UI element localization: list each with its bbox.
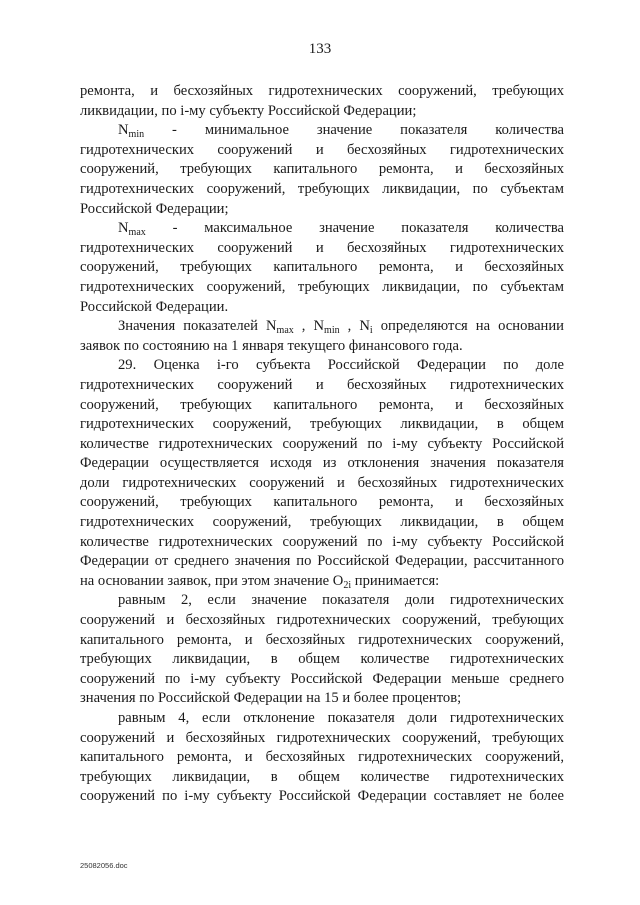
subscript: min bbox=[324, 325, 340, 337]
text-line: сооружений и бесхозяйных гидротехнических сооружений, требующих bbox=[80, 729, 564, 746]
text-line: капитального ремонта, и бесхозяйных гидротехнических сооружений, bbox=[80, 631, 564, 648]
text-line: гидротехнических сооружений, требующих ликвидации, по субъектам bbox=[80, 278, 564, 295]
text-line: сооружений по i-му субъекту Российской Федерации меньше среднего bbox=[80, 670, 564, 687]
text-line: гидротехнических сооружений и бесхозяйных гидротехнических bbox=[80, 239, 564, 256]
text-line: равным 4, если отклонение показателя доли гидротехнических bbox=[118, 710, 564, 726]
text-line: равным 2, если значение показателя доли гидротехнических bbox=[118, 592, 564, 609]
subscript: min bbox=[128, 129, 145, 141]
text-line: гидротехнических сооружений, требующих ликвидации, в общем bbox=[80, 514, 564, 531]
subscript: i bbox=[369, 325, 373, 337]
text-line: Федерации от среднего значения по Российской Федерации, рассчитанного bbox=[80, 553, 564, 570]
page-number: 133 bbox=[308, 41, 332, 57]
text-line: Российской Федерации; bbox=[80, 200, 229, 217]
text-line: ремонта, и бесхозяйных гидротехнических сооружений, требующих bbox=[80, 83, 564, 99]
footer-filename: 25082056.doc bbox=[80, 861, 128, 870]
document-body bbox=[80, 82, 564, 807]
text-line: сооружений, требующих капитального ремонта, и бесхозяйных bbox=[80, 259, 564, 276]
text-line: требующих ликвидации, в общем количестве гидротехнических bbox=[80, 768, 564, 785]
text-line: сооружений, требующих капитального ремонта, и бесхозяйных bbox=[80, 494, 564, 511]
text-line: доли гидротехнических сооружений и бесхозяйных гидротехнических bbox=[80, 474, 564, 491]
text-line: сооружений, требующих капитального ремонта, и бесхозяйных bbox=[80, 396, 564, 413]
subscript: 2i bbox=[343, 579, 352, 591]
text-line: требующих ликвидации, в общем количестве гидротехнических bbox=[80, 651, 564, 668]
text-line: Федерации осуществляется исходя из отклонения значения показателя bbox=[80, 455, 564, 472]
text-line: значения по Российской Федерации на 15 и более процентов; bbox=[80, 690, 462, 707]
text-line: сооружений по i-му субъекту Российской Федерации составляет не более bbox=[80, 788, 564, 805]
text-line: $N_{max}$ - максимальное значение показателя количества bbox=[118, 220, 564, 239]
text-line: на основании заявок, при этом значение $O_{2i}$ принимается: bbox=[80, 572, 440, 591]
text-line: гидротехнических сооружений и бесхозяйных гидротехнических bbox=[80, 376, 564, 393]
text-line: 29. Оценка i-го субъекта Российской Федерации по доле bbox=[118, 357, 564, 374]
text-line: Российской Федерации. bbox=[80, 298, 229, 315]
text-line: гидротехнических сооружений, требующих ликвидации, в общем bbox=[80, 416, 564, 433]
text-line: капитального ремонта, и бесхозяйных гидротехнических сооружений, bbox=[80, 749, 564, 766]
text-line: количестве гидротехнических сооружений по i-му субъекту Российской bbox=[80, 533, 564, 550]
text-line: сооружений, требующих капитального ремонта, и бесхозяйных bbox=[80, 161, 564, 178]
text-line: $N_{min}$ - минимальное значение показателя количества bbox=[118, 122, 564, 141]
text-line: Значения показателей $N_{max}$ , $N_{min}$ , $N_i$ определяются на основании bbox=[118, 318, 564, 337]
text-line: количестве гидротехнических сооружений по i-му субъекту Российской bbox=[80, 435, 564, 452]
text-line: заявок по состоянию на 1 января текущего финансового года. bbox=[80, 337, 463, 354]
text-line: ликвидации, по i-му субъекту Российской Федерации; bbox=[80, 102, 417, 119]
text-line: гидротехнических сооружений и бесхозяйных гидротехнических bbox=[80, 141, 564, 158]
subscript: max bbox=[276, 325, 294, 337]
text-line: гидротехнических сооружений, требующих ликвидации, по субъектам bbox=[80, 180, 564, 197]
subscript: max bbox=[128, 227, 146, 239]
text-line: сооружений и бесхозяйных гидротехнических сооружений, требующих bbox=[80, 612, 564, 629]
